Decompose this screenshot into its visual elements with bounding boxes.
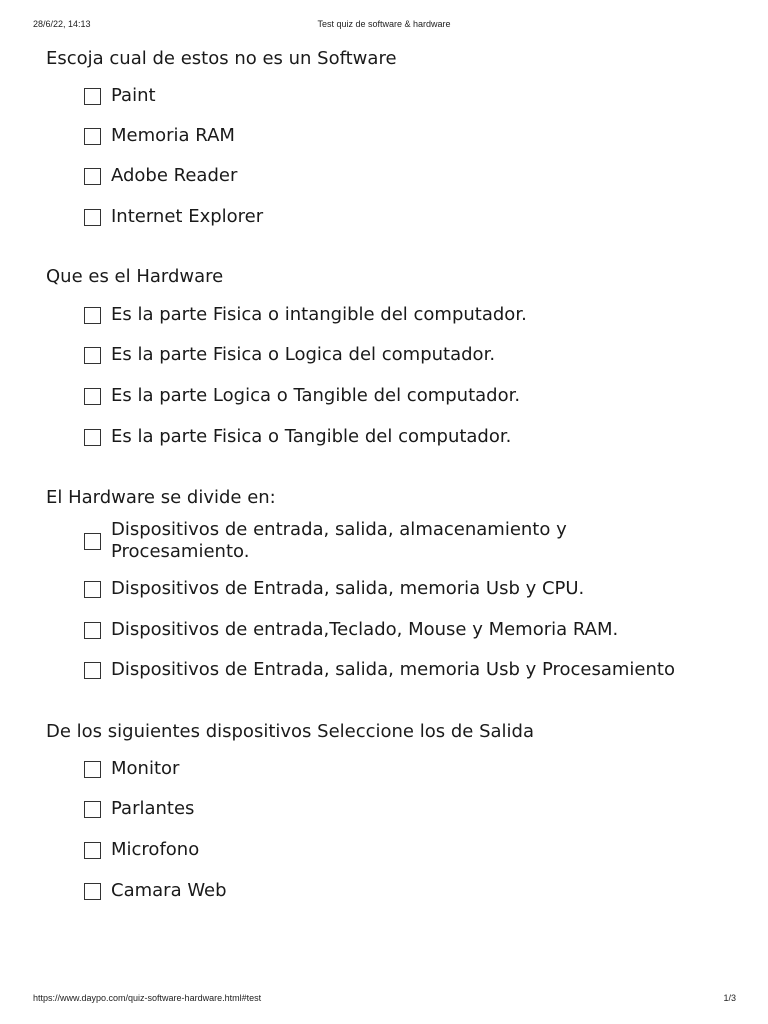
question-text: Que es el Hardware xyxy=(46,266,224,287)
print-footer xyxy=(0,993,768,1007)
checkbox[interactable] xyxy=(84,801,101,818)
option-label: Dispositivos de Entrada, salida, memoria Usb y Procesamiento xyxy=(111,659,675,680)
checkbox[interactable] xyxy=(84,209,101,226)
option-parlantes[interactable] xyxy=(84,798,724,820)
checkbox[interactable] xyxy=(84,347,101,364)
checkbox[interactable] xyxy=(84,388,101,405)
option-label: Es la parte Fisica o Logica del computador. xyxy=(111,344,496,365)
option-entrada-salida-usb-cpu[interactable] xyxy=(84,578,724,600)
checkbox[interactable] xyxy=(84,307,101,324)
checkbox[interactable] xyxy=(84,88,101,105)
checkbox[interactable] xyxy=(84,883,101,900)
option-label: Memoria RAM xyxy=(111,125,235,146)
option-camara-web[interactable] xyxy=(84,880,724,902)
option-label: Parlantes xyxy=(111,798,195,819)
option-label: Monitor xyxy=(111,758,180,779)
option-logica-tangible[interactable] xyxy=(84,385,724,407)
checkbox[interactable] xyxy=(84,168,101,185)
question-text: El Hardware se divide en: xyxy=(46,487,276,508)
print-title: Test quiz de software & hardware xyxy=(317,19,451,29)
option-label: Adobe Reader xyxy=(111,165,238,186)
option-label: Paint xyxy=(111,85,156,106)
checkbox[interactable] xyxy=(84,581,101,598)
option-microfono[interactable] xyxy=(84,839,724,861)
option-label: Dispositivos de entrada, salida, almacenamiento y Procesamiento. xyxy=(111,519,567,562)
option-fisica-tangible[interactable] xyxy=(84,426,724,448)
option-internet-explorer[interactable] xyxy=(84,206,724,228)
page-number: 1/3 xyxy=(723,993,736,1003)
option-adobe-reader[interactable] xyxy=(84,165,724,187)
option-label: Es la parte Logica o Tangible del computador. xyxy=(111,385,521,406)
checkbox[interactable] xyxy=(84,128,101,145)
option-entrada-salida-almacenamiento[interactable] xyxy=(84,519,724,563)
option-label: Dispositivos de Entrada, salida, memoria Usb y CPU. xyxy=(111,578,585,599)
checkbox[interactable] xyxy=(84,429,101,446)
option-fisica-logica[interactable] xyxy=(84,344,724,366)
print-url: https://www.daypo.com/quiz-software-hardware.html#test xyxy=(33,993,262,1003)
option-monitor[interactable] xyxy=(84,758,724,780)
checkbox[interactable] xyxy=(84,662,101,679)
option-label: Microfono xyxy=(111,839,200,860)
option-label: Camara Web xyxy=(111,880,227,901)
option-label: Dispositivos de entrada,Teclado, Mouse y Memoria RAM. xyxy=(111,619,619,640)
print-date: 28/6/22, 14:13 xyxy=(33,19,91,29)
option-label: Es la parte Fisica o intangible del computador. xyxy=(111,304,527,325)
option-paint[interactable] xyxy=(84,85,724,107)
question-text: De los siguientes dispositivos Seleccione los de Salida xyxy=(46,721,534,742)
option-label: Es la parte Fisica o Tangible del computador. xyxy=(111,426,512,447)
option-entrada-salida-usb-procesamiento[interactable] xyxy=(84,659,724,681)
checkbox[interactable] xyxy=(84,842,101,859)
checkbox[interactable] xyxy=(84,622,101,639)
option-fisica-intangible[interactable] xyxy=(84,304,724,326)
print-header xyxy=(0,19,768,33)
checkbox[interactable] xyxy=(84,761,101,778)
option-memoria-ram[interactable] xyxy=(84,125,724,147)
question-text: Escoja cual de estos no es un Software xyxy=(46,48,397,69)
checkbox[interactable] xyxy=(84,533,101,550)
option-entrada-teclado-mouse[interactable] xyxy=(84,619,724,641)
option-label: Internet Explorer xyxy=(111,206,264,227)
